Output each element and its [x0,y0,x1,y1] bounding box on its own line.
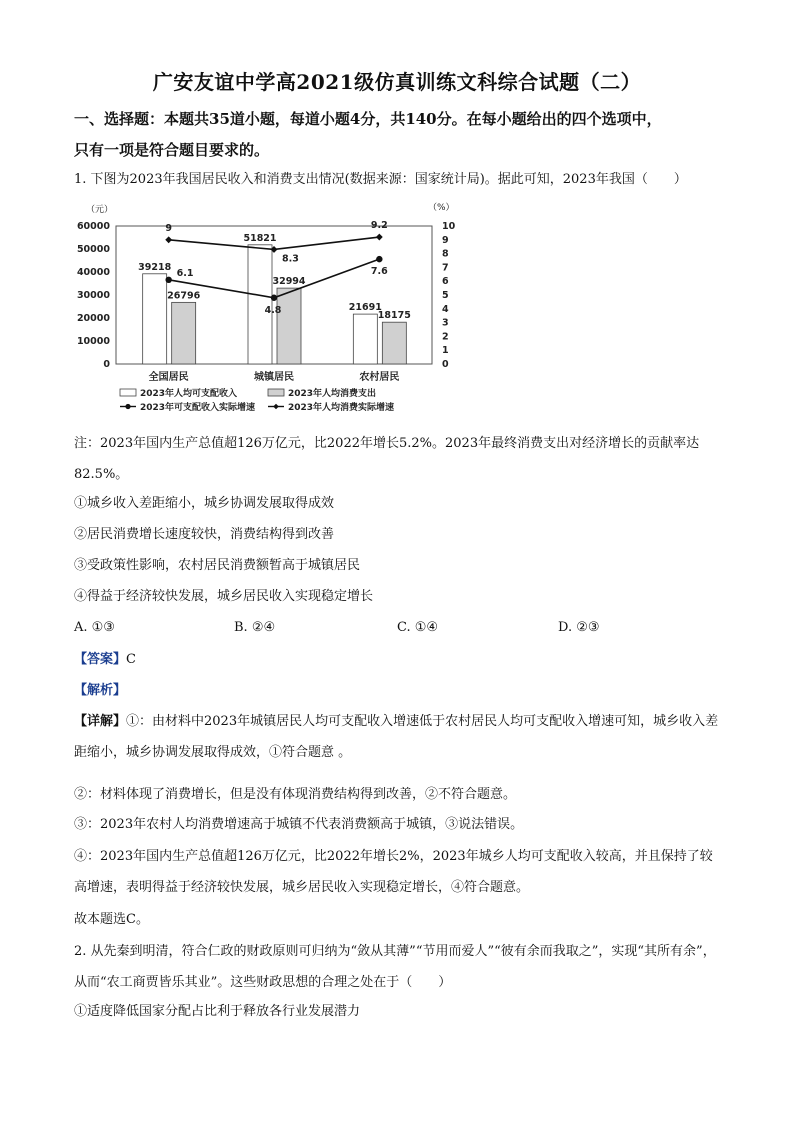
bar-data-label: 21691 [348,302,382,314]
q1-option-d: D. ②③ [558,620,600,635]
q1-option-b: B. ②④ [234,620,276,635]
q1-option-a: A. ①③ [74,620,115,635]
legend-swatch [268,389,284,396]
line-data-label: 9 [165,222,172,234]
q1-answer [74,650,724,670]
line-point [165,236,172,243]
q1-item-4: ④得益于经济较快发展，城乡居民收入实现稳定增长 [74,589,374,604]
left-tick-label: 60000 [76,221,110,232]
answer-tag: 【答案】 [74,652,127,667]
line-data-label: 6.1 [176,267,194,279]
q2-stem: 2. 从先秦到明清，符合仁政的财政原则可归纳为“敛从其薄”“节用而爱人”“彼有余而我取之”，实现“其所有余”，从而“农工商贾皆乐其业”。这些财政思想的合理之处在于（ ） [74,944,716,990]
right-tick-label: 8 [442,248,449,260]
bar-data-label: 51821 [243,232,277,244]
right-tick-label: 3 [442,317,449,329]
line-point [165,277,171,283]
right-tick-label: 4 [442,303,449,315]
bar [277,288,301,364]
bar-data-label: 39218 [138,261,172,273]
legend-marker [273,404,279,410]
bar-data-label: 18175 [377,310,411,322]
line-data-label: 8.3 [282,253,299,265]
right-tick-label: 2 [442,331,449,343]
bar [172,302,196,364]
right-tick-label: 10 [442,221,456,232]
section-heading-line1: 一、选择题：本题共35道小题，每道小题4分，共140分。在每小题给出的四个选项中， [74,110,662,128]
q1-item-3: ③受政策性影响，农村居民消费额暂高于城镇居民 [74,558,361,573]
category-label: 城镇居民 [254,372,294,383]
line-data-label: 7.6 [370,266,388,278]
page-title: 广安友谊中学高2021级仿真训练文科综合试题（二） [152,70,642,94]
legend-swatch [120,389,136,396]
line-point [376,234,383,241]
left-tick-label: 40000 [76,267,110,278]
bar-data-label: 32994 [272,276,306,288]
section-heading-line2: 只有一项是符合题目要求的。 [74,141,270,159]
q1-item-1: ①城乡收入差距缩小，城乡协调发展取得成效 [74,496,335,511]
left-tick-label: 0 [103,359,110,370]
bar [382,322,406,364]
q1-stem: 1. 下图为2023年我国居民收入和消费支出情况(数据来源：国家统计局)。据此可知，2023年我国（ ） [74,172,687,187]
left-tick-label: 30000 [76,290,110,301]
right-tick-label: 9 [442,234,449,246]
right-tick-label: 0 [442,359,449,370]
detail-1-text: ①：由材料中2023年城镇居民人均可支配收入增速低于农村居民人均可支配收入增速可知，城乡收入差距缩小，城乡协调发展取得成效，①符合题意 。 [74,714,719,760]
q1-detail-2: ②：材料体现了消费增长，但是没有体现消费结构得到改善，②不符合题意。 [74,787,517,802]
q1-detail-3: ③：2023年农村人均消费增速高于城镇不代表消费额高于城镇，③说法错误。 [74,817,524,832]
legend-label: 2023年人均消费支出 [288,389,377,399]
line-point [376,256,382,262]
answer-value: C [126,652,136,667]
right-tick-label: 6 [442,276,449,288]
left-tick-label: 10000 [76,336,110,347]
legend-label: 2023年人均可支配收入 [140,389,238,399]
left-axis-unit: （元） [86,205,114,215]
q1-conclusion: 故本题选C。 [74,912,149,927]
right-tick-label: 7 [442,262,449,274]
right-axis-unit: （%） [428,203,455,213]
bar [143,274,167,364]
category-label: 全国居民 [148,372,189,383]
q1-detail-4: ④：2023年国内生产总值超126万亿元，比2022年增长2%，2023年城乡人均可支配收入较高，并且保持了较高增速，表明得益于经济较快发展，城乡居民收入实现稳定增长，④符合题意。 [74,849,713,895]
q1-option-c: C. ①④ [397,620,439,635]
income-consumption-chart [72,198,492,422]
legend-label: 2023年可支配收入实际增速 [140,403,256,413]
line-data-label: 9.2 [370,220,388,232]
chart-svg [72,198,492,422]
analysis-tag: 【解析】 [74,683,127,698]
line-data-label: 4.8 [264,304,282,316]
detail-tag: 【详解】 [74,714,127,729]
legend-label: 2023年人均消费实际增速 [288,403,395,413]
bar [353,314,377,364]
line-point [271,295,277,301]
left-tick-label: 50000 [76,244,110,255]
bar-data-label: 26796 [167,290,201,302]
right-tick-label: 5 [442,290,449,301]
q1-note: 注：2023年国内生产总值超126万亿元，比2022年增长5.2%。2023年最终消费支出对经济增长的贡献率达82.5%。 [74,436,700,482]
left-tick-label: 20000 [76,313,110,324]
q1-item-2: ②居民消费增长速度较快，消费结构得到改善 [74,527,335,542]
q2-item-1: ①适度降低国家分配占比利于释放各行业发展潜力 [74,1004,361,1019]
q1-detail-1 [74,706,724,768]
right-tick-label: 1 [442,345,449,357]
legend-marker [125,404,130,409]
category-label: 农村居民 [359,372,400,383]
